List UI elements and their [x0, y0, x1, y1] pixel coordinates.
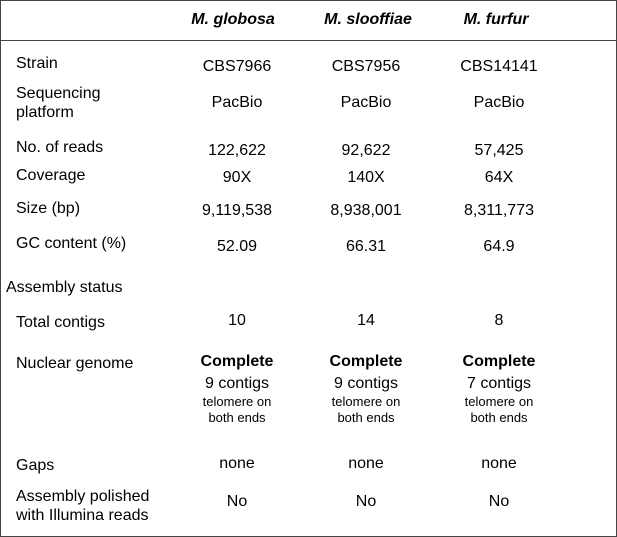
platform-slooffiae: PacBio — [340, 94, 392, 111]
row-label-reads: No. of reads — [16, 139, 104, 156]
contigs-slooffiae: 14 — [357, 312, 375, 329]
row-label-strain: Strain — [16, 55, 58, 72]
reads-globosa: 122,622 — [208, 142, 266, 159]
row-label-nuclear: Nuclear genome — [16, 355, 134, 372]
gaps-furfur: none — [481, 455, 517, 472]
gaps-slooffiae: none — [348, 455, 384, 472]
gc-globosa: 52.09 — [216, 238, 258, 255]
polished-furfur: No — [488, 493, 510, 510]
gaps-globosa: none — [219, 455, 255, 472]
nuclear-telomere2-furfur: both ends — [470, 410, 528, 425]
platform-furfur: PacBio — [473, 94, 525, 111]
coverage-furfur: 64X — [484, 169, 514, 186]
polished-globosa: No — [226, 493, 248, 510]
strain-furfur: CBS14141 — [460, 58, 538, 75]
nuclear-contigs-furfur: 7 contigs — [466, 375, 532, 392]
header-divider — [0, 40, 617, 41]
nuclear-status-slooffiae: Complete — [329, 353, 403, 370]
reads-furfur: 57,425 — [474, 142, 524, 159]
gc-furfur: 64.9 — [483, 238, 515, 255]
strain-slooffiae: CBS7956 — [331, 58, 401, 75]
row-label-gc: GC content (%) — [16, 235, 127, 252]
row-label-size: Size (bp) — [16, 200, 81, 217]
row-label-coverage: Coverage — [16, 167, 86, 184]
nuclear-status-globosa: Complete — [200, 353, 274, 370]
size-furfur: 8,311,773 — [464, 202, 534, 219]
coverage-slooffiae: 140X — [347, 169, 385, 186]
contigs-globosa: 10 — [228, 312, 246, 329]
nuclear-telomere2-globosa: both ends — [208, 410, 266, 425]
gc-slooffiae: 66.31 — [345, 238, 387, 255]
section-assembly-status: Assembly status — [6, 279, 123, 296]
row-label-polished: Assembly polished with Illumina reads — [16, 488, 150, 524]
nuclear-status-furfur: Complete — [462, 353, 536, 370]
row-label-gaps: Gaps — [16, 457, 55, 474]
reads-slooffiae: 92,622 — [341, 142, 391, 159]
polished-slooffiae: No — [355, 493, 377, 510]
size-globosa: 9,119,538 — [202, 202, 272, 219]
contigs-furfur: 8 — [494, 312, 504, 329]
nuclear-contigs-slooffiae: 9 contigs — [333, 375, 399, 392]
nuclear-telomere1-slooffiae: telomere on — [331, 394, 401, 409]
strain-globosa: CBS7966 — [202, 58, 272, 75]
col-header-globosa: M. globosa — [191, 11, 275, 28]
row-label-contigs: Total contigs — [16, 314, 105, 331]
row-label-platform: Sequencing platform — [16, 85, 101, 121]
size-slooffiae: 8,938,001 — [330, 202, 402, 219]
nuclear-contigs-globosa: 9 contigs — [204, 375, 270, 392]
coverage-globosa: 90X — [222, 169, 252, 186]
platform-globosa: PacBio — [211, 94, 263, 111]
col-header-slooffiae: M. slooffiae — [324, 11, 412, 28]
nuclear-telomere1-furfur: telomere on — [464, 394, 534, 409]
nuclear-telomere2-slooffiae: both ends — [337, 410, 395, 425]
nuclear-telomere1-globosa: telomere on — [202, 394, 272, 409]
col-header-furfur: M. furfur — [463, 11, 529, 28]
